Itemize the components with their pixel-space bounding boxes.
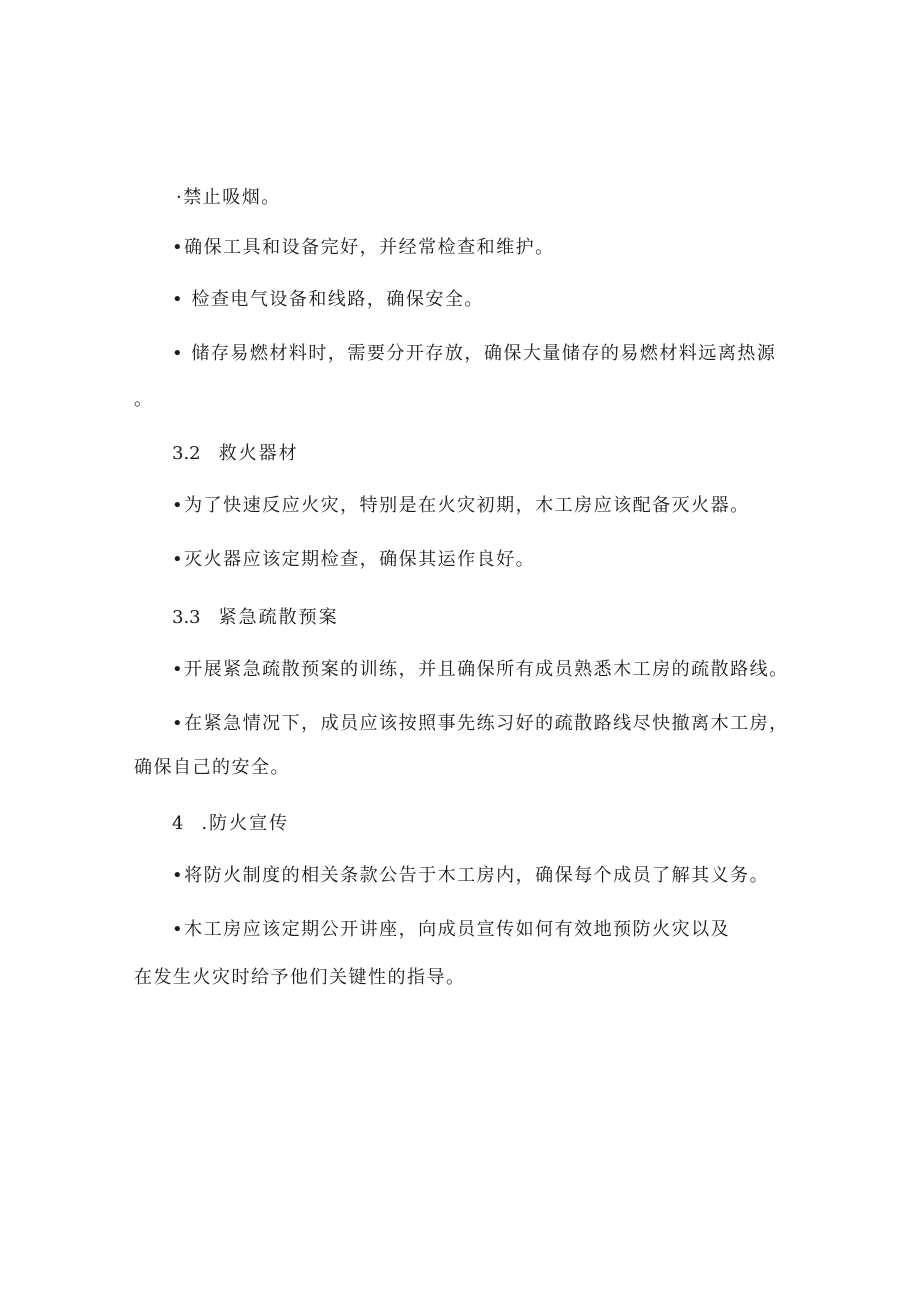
bullet-notice-posting: •将防火制度的相关条款公告于木工房内，确保每个成员了解其义务。 — [172, 865, 770, 886]
section-number: 3.2 — [172, 443, 201, 464]
section-heading-3-3 — [172, 606, 339, 630]
bullet-extinguisher-check: •灭火器应该定期检查，确保其运作良好。 — [172, 549, 536, 570]
section-title: .防火宣传 — [201, 813, 290, 834]
bullet-no-smoking: ·禁止吸烟。 — [176, 187, 281, 208]
section-number: 4 — [172, 813, 184, 834]
bullet-evacuation-training: •开展紧急疏散预案的训练，并且确保所有成员熟悉木工房的疏散路线。 — [172, 659, 789, 680]
bullet-fire-lectures-cont: 在发生火灾时给予他们关键性的指导。 — [134, 967, 466, 988]
bullet-tools-maintenance: •确保工具和设备完好，并经常检查和维护。 — [172, 237, 555, 258]
bullet-flammable-storage: • 储存易燃材料时，需要分开存放，确保大量储存的易燃材料远离热源 — [172, 343, 777, 364]
bullet-fire-lectures: •木工房应该定期公开讲座，向成员宣传如何有效地预防火灾以及 — [172, 919, 731, 940]
bullet-emergency-evacuate: •在紧急情况下，成员应该按照事先练习好的疏散路线尽快撤离木工房， — [172, 713, 789, 734]
section-number: 3.3 — [172, 607, 201, 628]
bullet-electrical-check: • 检查电气设备和线路，确保安全。 — [172, 289, 484, 310]
section-heading-3-2 — [172, 442, 299, 466]
section-title: 紧急疏散预案 — [218, 607, 339, 628]
section-title: 救火器材 — [218, 443, 299, 464]
bullet-emergency-evacuate-cont: 确保自己的安全。 — [134, 757, 290, 778]
bullet-flammable-storage-cont: 。 — [134, 389, 154, 410]
section-heading-4 — [172, 812, 289, 836]
bullet-extinguisher-equip: •为了快速反应火灾，特别是在火灾初期，木工房应该配备灭火器。 — [172, 495, 750, 516]
